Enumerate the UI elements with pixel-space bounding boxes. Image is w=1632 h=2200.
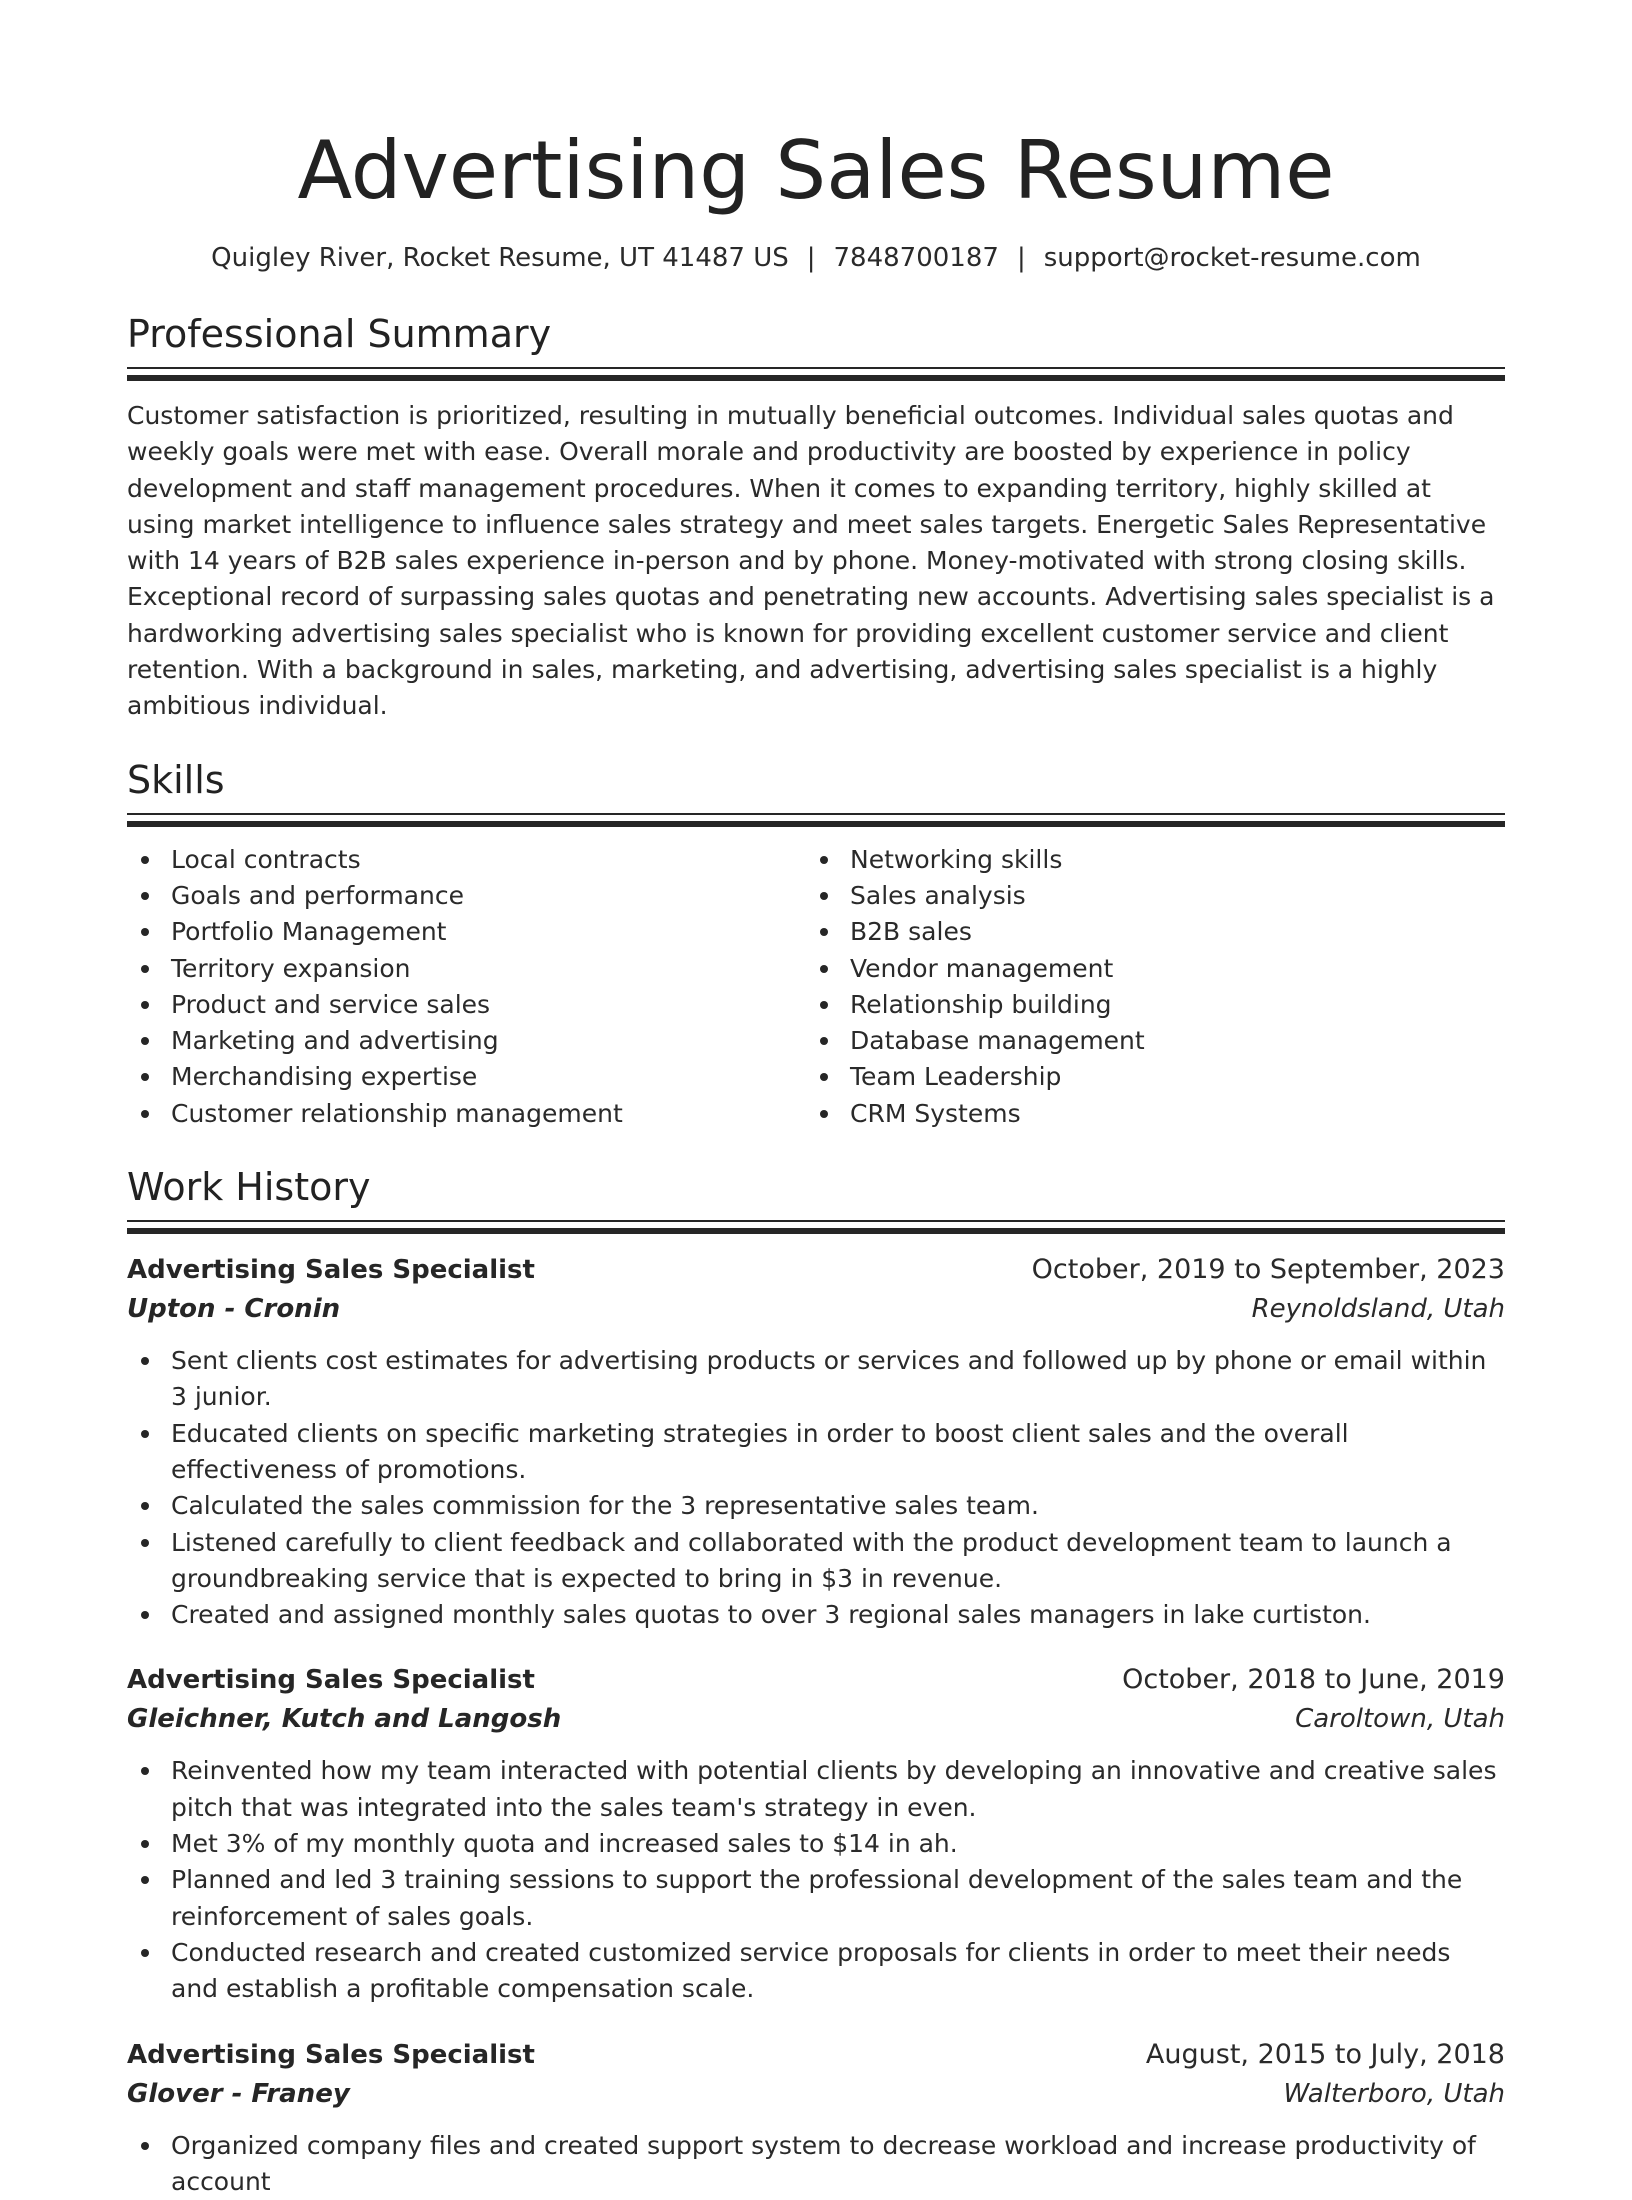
job-bullet: Sent clients cost estimates for advertising products or services and followed up by phone or email within 3 junior. [127, 1343, 1505, 1416]
job-title: Advertising Sales Specialist [127, 1661, 535, 1699]
contact-address: Quigley River, Rocket Resume, UT 41487 US [211, 243, 789, 273]
job-company: Gleichner, Kutch and Langosh [127, 1699, 561, 1739]
section-heading-skills: Skills [127, 755, 1505, 805]
job-dates: August, 2015 to July, 2018 [1146, 2036, 1505, 2074]
skill-item: Sales analysis [806, 878, 1485, 914]
contact-email[interactable]: support@rocket-resume.com [1044, 243, 1421, 273]
bullet-icon [141, 1001, 149, 1009]
job-header-row [127, 2036, 1505, 2074]
section-heading-work: Work History [127, 1162, 1505, 1212]
bullet-icon [141, 1539, 149, 1547]
bullet-icon [820, 1001, 828, 1009]
job-entry [127, 2036, 1505, 2200]
contact-separator: | [1017, 241, 1026, 275]
job-company-row [127, 1699, 1505, 1739]
job-bullet: Created and assigned monthly sales quotas to over 3 regional sales managers in lake curtiston. [127, 1597, 1505, 1633]
bullet-icon [141, 892, 149, 900]
bullet-icon [820, 928, 828, 936]
bullet-icon [141, 1767, 149, 1775]
section-divider [127, 367, 1505, 382]
bullet-icon [141, 1611, 149, 1619]
skills-list-right [806, 842, 1485, 1132]
job-bullet: Organized company files and created support system to decrease workload and increase productivity of account [127, 2128, 1505, 2200]
bullet-icon [820, 1110, 828, 1118]
skill-item: Networking skills [806, 842, 1485, 878]
bullet-icon [141, 1840, 149, 1848]
bullet-icon [820, 1037, 828, 1045]
skill-item: Product and service sales [127, 987, 806, 1023]
job-bullet: Reinvented how my team interacted with potential clients by developing an innovative and creative sales pitch that was integrated into the sales team's strategy in even. [127, 1753, 1505, 1826]
skill-item: Merchandising expertise [127, 1059, 806, 1095]
bullet-icon [141, 1110, 149, 1118]
skill-item: Database management [806, 1023, 1485, 1059]
section-divider [127, 1220, 1505, 1235]
skills-list-left [127, 842, 806, 1132]
summary-paragraph: Customer satisfaction is prioritized, resulting in mutually beneficial outcomes. Individual sales quotas and weekly goals were met with ease. Overall morale and productivity are boosted by experience in policy development and staff management procedures. When it comes to expanding territory, highly skilled at using market intelligence to influence sales strategy and meet sales targets. Energetic Sales Representative with 14 years of B2B sales experience in-person and by phone. Money-motivated with strong closing skills. Exceptional record of surpassing sales quotas and penetrating new accounts. Advertising sales specialist is a hardworking advertising sales specialist who is known for providing excellent customer service and client retention. With a background in sales, marketing, and advertising, advertising sales specialist is a highly ambitious individual. [127, 398, 1505, 725]
job-bullet: Listened carefully to client feedback and collaborated with the product development team to launch a groundbreaking service that is expected to bring in $3 in revenue. [127, 1525, 1505, 1598]
job-entry [127, 1661, 1505, 2007]
job-bullet: Conducted research and created customized service proposals for clients in order to meet their needs and establish a profitable compensation scale. [127, 1935, 1505, 2008]
bullet-icon [141, 1073, 149, 1081]
job-company: Glover - Franey [127, 2074, 350, 2114]
job-title: Advertising Sales Specialist [127, 2036, 535, 2074]
job-company-row [127, 2074, 1505, 2114]
bullet-icon [820, 856, 828, 864]
job-dates: October, 2019 to September, 2023 [1032, 1251, 1505, 1289]
job-bullet: Educated clients on specific marketing strategies in order to boost client sales and the overall effectiveness of promotions. [127, 1416, 1505, 1489]
skill-item: Vendor management [806, 951, 1485, 987]
skill-item: Territory expansion [127, 951, 806, 987]
bullet-icon [141, 1949, 149, 1957]
job-bullet: Planned and led 3 training sessions to support the professional development of the sales team and the reinforcement of sales goals. [127, 1862, 1505, 1935]
job-location: Reynoldsland, Utah [1252, 1289, 1505, 1329]
contact-separator: | [807, 241, 816, 275]
bullet-icon [141, 1357, 149, 1365]
job-location: Walterboro, Utah [1284, 2074, 1506, 2114]
section-divider [127, 813, 1505, 828]
job-bullets [127, 1753, 1505, 2007]
skill-item: Local contracts [127, 842, 806, 878]
job-location: Caroltown, Utah [1295, 1699, 1505, 1739]
skill-item: Customer relationship management [127, 1096, 806, 1132]
job-title: Advertising Sales Specialist [127, 1251, 535, 1289]
skills-columns [127, 842, 1505, 1132]
job-header-row [127, 1251, 1505, 1289]
bullet-icon [141, 1430, 149, 1438]
skill-item: B2B sales [806, 914, 1485, 950]
skill-item: Goals and performance [127, 878, 806, 914]
skill-item: CRM Systems [806, 1096, 1485, 1132]
job-company: Upton - Cronin [127, 1289, 340, 1329]
job-bullets [127, 1343, 1505, 1633]
skill-item: Portfolio Management [127, 914, 806, 950]
resume-page [127, 0, 1505, 2200]
section-heading-summary: Professional Summary [127, 309, 1505, 359]
bullet-icon [141, 965, 149, 973]
skill-item: Relationship building [806, 987, 1485, 1023]
skill-item: Marketing and advertising [127, 1023, 806, 1059]
bullet-icon [141, 1876, 149, 1884]
job-bullet: Met 3% of my monthly quota and increased sales to $14 in ah. [127, 1826, 1505, 1862]
job-bullet: Calculated the sales commission for the 3 representative sales team. [127, 1488, 1505, 1524]
bullet-icon [820, 1073, 828, 1081]
contact-phone: 7848700187 [834, 243, 999, 273]
bullet-icon [820, 965, 828, 973]
bullet-icon [141, 1037, 149, 1045]
bullet-icon [141, 856, 149, 864]
contact-line [127, 241, 1505, 275]
work-section [127, 1162, 1505, 2200]
summary-section [127, 309, 1505, 725]
skill-item: Team Leadership [806, 1059, 1485, 1095]
bullet-icon [820, 892, 828, 900]
resume-title: Advertising Sales Resume [127, 121, 1505, 221]
job-entry [127, 1251, 1505, 1633]
bullet-icon [141, 928, 149, 936]
job-bullets [127, 2128, 1505, 2200]
bullet-icon [141, 2142, 149, 2150]
job-dates: October, 2018 to June, 2019 [1122, 1661, 1505, 1699]
job-company-row [127, 1289, 1505, 1329]
job-header-row [127, 1661, 1505, 1699]
bullet-icon [141, 1502, 149, 1510]
skills-section [127, 755, 1505, 1132]
